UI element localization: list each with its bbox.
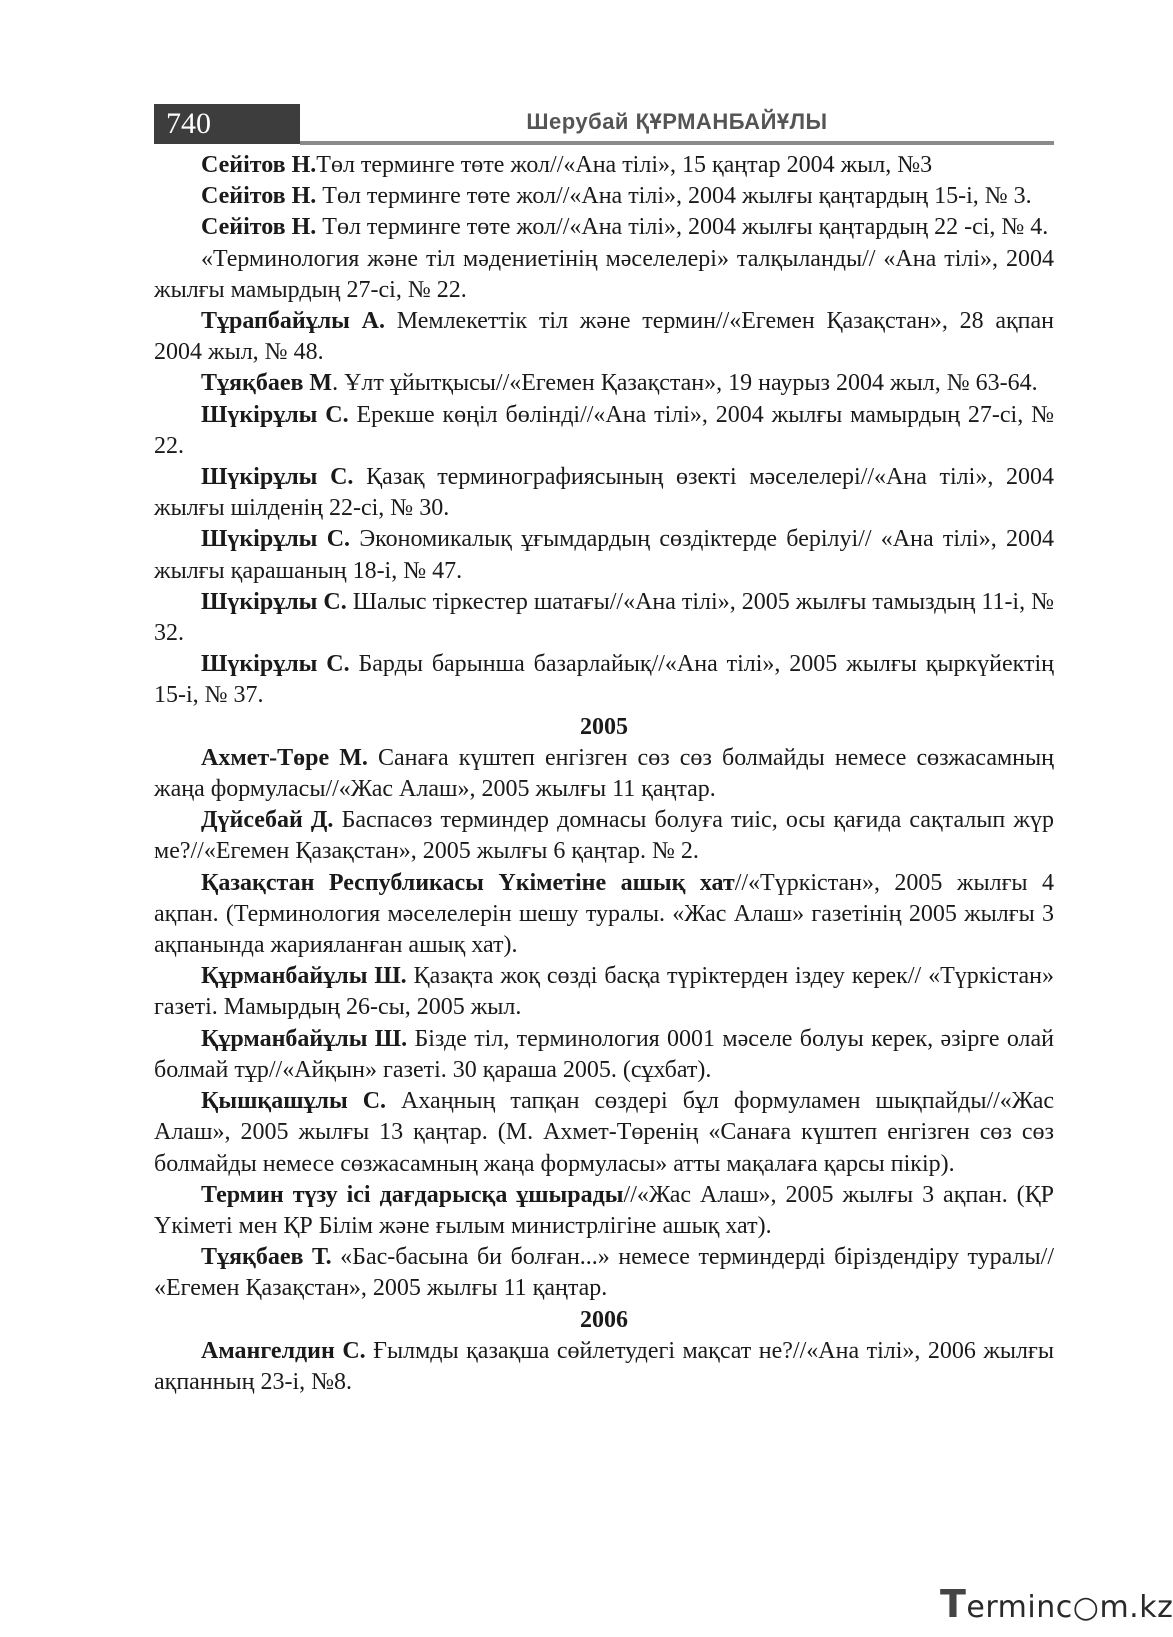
page-number: 740 xyxy=(154,104,300,144)
entry-author: Дүйсебай Д. xyxy=(201,807,334,834)
entry-text: Ерекше көңіл бөлінді//«Ана тілі», 2004 жылғы мамырдың 27-сі, № 22. xyxy=(154,401,1054,459)
entry-author: Шүкірұлы С. xyxy=(201,651,350,678)
entry-author: Сейітов Н. xyxy=(201,214,317,241)
bibliography-entry xyxy=(154,368,1054,399)
bibliography-entry xyxy=(154,649,1054,711)
entry-author: Тұяқбаев Т. xyxy=(201,1244,332,1271)
bibliography-entry xyxy=(154,306,1054,368)
entry-text: Экономикалық ұғымдардың сөздіктерде берілуі// «Ана тілі», 2004 жылғы қарашаның 18-і, № 47. xyxy=(154,526,1054,584)
bibliography-entry xyxy=(154,587,1054,649)
bibliography-entry xyxy=(154,1242,1054,1304)
bibliography-entry xyxy=(154,961,1054,1023)
entry-text: Барды барынша базарлайық//«Ана тілі», 2005 жылғы қыркүйектің 15-і, № 37. xyxy=(154,651,1054,709)
site-watermark xyxy=(940,1582,1173,1626)
entry-author: Құрманбайұлы Ш. xyxy=(201,1025,408,1052)
bibliography-entry xyxy=(154,868,1054,962)
entry-author: Қышқашұлы С. xyxy=(201,1088,387,1115)
entry-text: Қазақ терминографиясының өзекті мәселелері//«Ана тілі», 2004 жылғы шілденің 22-сі, № 30. xyxy=(154,464,1054,522)
entry-text: Төл терминге төте жол//«Ана тілі», 2004 жылғы қаңтардың 22 -сі, № 4. xyxy=(316,214,1049,241)
entry-text: //«Түркістан», 2005 жылғы 4 ақпан. (Терминология мәселелерін шешу туралы. «Жас Алаш» газетінің 2005 жылғы 3 ақпанында жарияланған ашық хат). xyxy=(154,869,1054,959)
entry-author: Шүкірұлы С. xyxy=(201,464,354,491)
watermark-rest: erminc xyxy=(966,1590,1073,1625)
bibliography-entry xyxy=(154,743,1054,805)
entry-author: Тұрапбайұлы А. xyxy=(201,308,385,335)
bibliography-entry xyxy=(154,1086,1054,1180)
entry-text: «Бас-басына би болған...» немесе терминдерді біріздендіру туралы// «Егемен Қазақстан», 2005 жылғы 11 қаңтар. xyxy=(154,1244,1054,1302)
entry-author: Сейітов Н. xyxy=(201,152,317,178)
bibliography-entry xyxy=(154,1336,1054,1398)
bibliography-entry xyxy=(154,400,1054,462)
bibliography-entry xyxy=(154,244,1054,306)
entry-text: Ғылмды қазақша сөйлетудегі мақсат не?//«Ана тілі», 2006 жылғы ақпанның 23-і, №8. xyxy=(154,1337,1054,1395)
running-title: Шерубай ҚҰРМАНБАЙҰЛЫ xyxy=(526,109,828,134)
entry-text: //«Жас Алаш», 2005 жылғы 3 ақпан. (ҚР Үкіметі мен ҚР Білім және ғылым министрлігіне ашық хат). xyxy=(154,1181,1055,1239)
entry-author: Шүкірұлы С. xyxy=(201,588,347,615)
bibliography-entry xyxy=(154,1180,1054,1242)
entry-author: Тұяқбаев М xyxy=(201,370,333,397)
bibliography-entry xyxy=(154,524,1054,586)
entry-text: «Терминология және тіл мәдениетінің мәселелері» талқыланды// «Ана тілі», 2004 жылғы мамырдың 27-сі, № 22. xyxy=(154,245,1054,303)
entry-author: Амангелдин С. xyxy=(201,1337,366,1364)
entry-text: Ахаңның тапқан сөздері бұл формуламен шықпайды//«Жас Алаш», 2005 жылғы 13 қаңтар. (М. Ахмет-Төренің «Санаға күштеп енгізген сөз сөз болмайды немесе сөзжасамның жаңа формуласы» атты мақалаға қарсы пікір). xyxy=(154,1088,1054,1177)
entry-author: Термин түзу ісі дағдарысқа ұшырады xyxy=(201,1181,624,1208)
entry-author: Қазақстан Республикасы Үкіметіне ашық хат xyxy=(201,869,735,896)
entry-text: Төл терминге төте жол//«Ана тілі», 15 қаңтар 2004 жыл, №3 xyxy=(316,152,933,178)
bibliography-list xyxy=(154,150,1054,1398)
year-heading: 2005 xyxy=(580,713,628,740)
year-heading: 2006 xyxy=(580,1306,628,1333)
bibliography-entry xyxy=(154,1024,1054,1086)
entry-author: Шүкірұлы С. xyxy=(201,526,351,553)
bibliography-entry xyxy=(154,805,1054,867)
entry-text: Санаға күштеп енгізген сөз сөз болмайды немесе сөзжасамның жаңа формуласы//«Жас Алаш», 2005 жылғы 11 қаңтар. xyxy=(154,744,1054,803)
entry-text: Төл терминге төте жол//«Ана тілі», 2004 жылғы қаңтардың 15-і, № 3. xyxy=(316,183,1032,210)
bibliography-entry xyxy=(154,150,1054,181)
watermark-symbol: ○ xyxy=(1072,1590,1100,1625)
entry-text: Мемлекеттік тіл және термин//«Егемен Қазақстан», 28 ақпан 2004 жыл, № 48. xyxy=(154,308,1055,366)
bibliography-entry xyxy=(154,212,1054,243)
bibliography-entry xyxy=(154,462,1054,524)
bibliography-entry xyxy=(154,181,1054,212)
header-rule xyxy=(300,141,1054,145)
watermark-tail: m.kz xyxy=(1099,1590,1173,1625)
entry-author: Шүкірұлы С. xyxy=(201,401,349,428)
entry-text: . Ұлт ұйытқысы//«Егемен Қазақстан», 19 наурыз 2004 жыл, № 63-64. xyxy=(332,370,1038,397)
entry-text: Қазақта жоқ сөзді басқа түріктерден іздеу керек// «Түркістан» газеті. Мамырдың 26-сы, 2005 жыл. xyxy=(154,963,1054,1021)
entry-text: Бізде тіл, терминология 0001 мәселе болуы керек, әзірге олай болмай тұр//«Айқын» газеті. 30 қараша 2005. (сұхбат). xyxy=(154,1025,1054,1083)
watermark-lead: T xyxy=(940,1582,967,1626)
entry-text: Баспасөз терминдер домнасы болуға тиіс, осы қағида сақталып жүр ме?//«Егемен Қазақстан», 2005 жылғы 6 қаңтар. № 2. xyxy=(154,807,1054,865)
entry-author: Құрманбайұлы Ш. xyxy=(201,963,407,990)
entry-text: Шалыс тіркестер шатағы//«Ана тілі», 2005 жылғы тамыздың 11-і, № 32. xyxy=(154,588,1054,647)
entry-author: Ахмет-Төре М. xyxy=(201,744,368,771)
page-header xyxy=(154,104,1054,148)
entry-author: Сейітов Н. xyxy=(201,183,317,210)
